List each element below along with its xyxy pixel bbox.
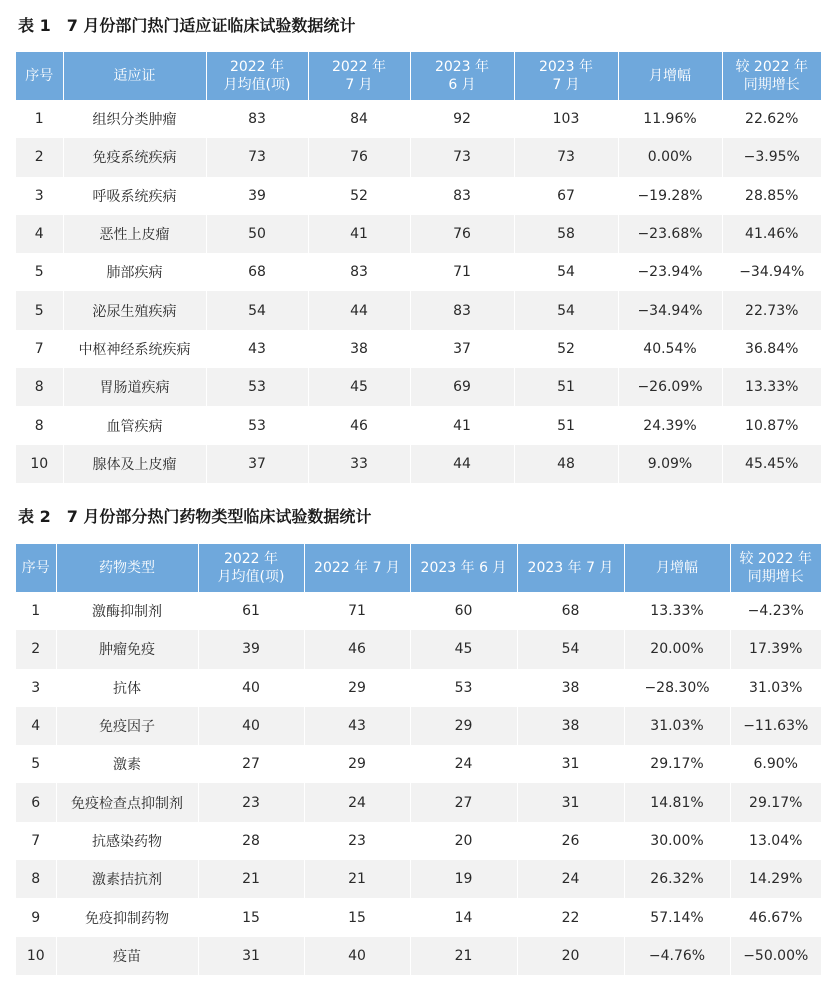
- table-cell: 呼吸系统疾病: [63, 177, 206, 215]
- table-cell: 9.09%: [618, 445, 722, 483]
- table-cell: 40: [198, 669, 304, 707]
- table-cell: 中枢神经系统疾病: [63, 330, 206, 368]
- column-header: 月增幅: [618, 52, 722, 100]
- table-cell: 激素: [56, 745, 198, 783]
- table-cell: 5: [16, 291, 63, 329]
- table-cell: 51: [514, 368, 618, 406]
- table-cell: 51: [514, 406, 618, 444]
- table-cell: 68: [517, 592, 624, 630]
- table-cell: 5: [16, 253, 63, 291]
- table-row: [16, 822, 821, 860]
- table-cell: 肺部疾病: [63, 253, 206, 291]
- table-row: [16, 100, 821, 138]
- table-row: [16, 177, 821, 215]
- column-header: 2023 年 6 月: [410, 544, 517, 592]
- table-cell: 39: [198, 630, 304, 668]
- table-cell: −26.09%: [618, 368, 722, 406]
- table1-caption: 表 1 7 月份部门热门适应证临床试验数据统计: [18, 16, 356, 35]
- table-cell: 26: [517, 822, 624, 860]
- table-cell: 50: [206, 215, 308, 253]
- table-cell: 45.45%: [722, 445, 821, 483]
- table-cell: 13.04%: [730, 822, 821, 860]
- table-cell: 67: [514, 177, 618, 215]
- table2-caption: 表 2 7 月份部分热门药物类型临床试验数据统计: [18, 507, 372, 526]
- table-cell: 73: [410, 138, 514, 176]
- table-cell: 30.00%: [624, 822, 730, 860]
- table-cell: 10: [16, 445, 63, 483]
- table-cell: 10.87%: [722, 406, 821, 444]
- table-row: [16, 860, 821, 898]
- table-cell: 54: [517, 630, 624, 668]
- table-cell: 1: [16, 100, 63, 138]
- table-cell: 11.96%: [618, 100, 722, 138]
- table-cell: 3: [16, 669, 56, 707]
- table-cell: 45: [308, 368, 410, 406]
- table-cell: 20: [517, 937, 624, 975]
- table-cell: 58: [514, 215, 618, 253]
- table-row: [16, 745, 821, 783]
- table-cell: 29: [410, 707, 517, 745]
- table-row: [16, 592, 821, 630]
- column-header: 2022 年 7 月: [308, 52, 410, 100]
- table-cell: 20.00%: [624, 630, 730, 668]
- table-cell: 免疫因子: [56, 707, 198, 745]
- table-cell: 83: [410, 291, 514, 329]
- table-cell: 24: [304, 783, 410, 821]
- table-cell: −50.00%: [730, 937, 821, 975]
- table-cell: 52: [308, 177, 410, 215]
- table-row: [16, 898, 821, 936]
- table-cell: 76: [308, 138, 410, 176]
- table-cell: 24: [410, 745, 517, 783]
- table-cell: 73: [514, 138, 618, 176]
- table-cell: 6: [16, 783, 56, 821]
- table-cell: 24: [517, 860, 624, 898]
- drug-type-table: [16, 544, 821, 975]
- table-cell: 29: [304, 669, 410, 707]
- table-cell: −34.94%: [722, 253, 821, 291]
- table-cell: 53: [206, 406, 308, 444]
- table-cell: 13.33%: [722, 368, 821, 406]
- table-cell: 54: [514, 291, 618, 329]
- column-header: 2022 年 月均值(项): [206, 52, 308, 100]
- table-cell: 9: [16, 898, 56, 936]
- table-cell: 组织分类肿瘤: [63, 100, 206, 138]
- table-cell: 23: [198, 783, 304, 821]
- column-header: 适应证: [63, 52, 206, 100]
- table-cell: 腺体及上皮瘤: [63, 445, 206, 483]
- indication-table: [16, 52, 821, 483]
- table-cell: 28.85%: [722, 177, 821, 215]
- table-cell: −23.94%: [618, 253, 722, 291]
- table-cell: 22.62%: [722, 100, 821, 138]
- table-cell: 23: [304, 822, 410, 860]
- table-cell: 53: [410, 669, 517, 707]
- table-cell: 60: [410, 592, 517, 630]
- table-cell: −4.76%: [624, 937, 730, 975]
- table-cell: 46.67%: [730, 898, 821, 936]
- column-header: 较 2022 年 同期增长: [722, 52, 821, 100]
- table-cell: 14: [410, 898, 517, 936]
- table-cell: 61: [198, 592, 304, 630]
- table-cell: −34.94%: [618, 291, 722, 329]
- table-cell: 1: [16, 592, 56, 630]
- table-cell: 31.03%: [730, 669, 821, 707]
- table-cell: 41: [308, 215, 410, 253]
- table-cell: −28.30%: [624, 669, 730, 707]
- table-cell: −19.28%: [618, 177, 722, 215]
- column-header: 序号: [16, 544, 56, 592]
- table-cell: 103: [514, 100, 618, 138]
- table-cell: 21: [304, 860, 410, 898]
- table-cell: 92: [410, 100, 514, 138]
- table-row: [16, 406, 821, 444]
- table-cell: 21: [198, 860, 304, 898]
- table-cell: 38: [308, 330, 410, 368]
- table-row: [16, 330, 821, 368]
- table-cell: 8: [16, 368, 63, 406]
- table-row: [16, 937, 821, 975]
- table-cell: 31.03%: [624, 707, 730, 745]
- table-cell: 0.00%: [618, 138, 722, 176]
- column-header: 月增幅: [624, 544, 730, 592]
- table-cell: 38: [517, 707, 624, 745]
- column-header: 2023 年 7 月: [517, 544, 624, 592]
- table-cell: 29.17%: [730, 783, 821, 821]
- table-cell: 抗体: [56, 669, 198, 707]
- table-cell: 83: [410, 177, 514, 215]
- table-cell: 免疫抑制药物: [56, 898, 198, 936]
- table-cell: 52: [514, 330, 618, 368]
- table-row: [16, 630, 821, 668]
- table-cell: 27: [410, 783, 517, 821]
- table-cell: 激素拮抗剂: [56, 860, 198, 898]
- table-cell: 29: [304, 745, 410, 783]
- table-cell: 38: [517, 669, 624, 707]
- table-cell: 22.73%: [722, 291, 821, 329]
- table-cell: 48: [514, 445, 618, 483]
- table-cell: 44: [410, 445, 514, 483]
- table-cell: 31: [517, 745, 624, 783]
- table-cell: 19: [410, 860, 517, 898]
- table-row: [16, 253, 821, 291]
- table-row: [16, 291, 821, 329]
- table-cell: 46: [308, 406, 410, 444]
- table-cell: 肿瘤免疫: [56, 630, 198, 668]
- table-cell: 45: [410, 630, 517, 668]
- table-cell: 14.29%: [730, 860, 821, 898]
- table-cell: 24.39%: [618, 406, 722, 444]
- table-cell: 53: [206, 368, 308, 406]
- column-header: 较 2022 年 同期增长: [730, 544, 821, 592]
- column-header: 2023 年 7 月: [514, 52, 618, 100]
- table-cell: 10: [16, 937, 56, 975]
- table-cell: 13.33%: [624, 592, 730, 630]
- table-row: [16, 445, 821, 483]
- table-cell: 22: [517, 898, 624, 936]
- table-cell: 8: [16, 860, 56, 898]
- table-cell: 4: [16, 215, 63, 253]
- column-header: 药物类型: [56, 544, 198, 592]
- table-cell: 2: [16, 138, 63, 176]
- table-cell: 15: [304, 898, 410, 936]
- table-cell: 41: [410, 406, 514, 444]
- table-cell: 40: [304, 937, 410, 975]
- column-header: 2022 年 7 月: [304, 544, 410, 592]
- table-cell: 14.81%: [624, 783, 730, 821]
- table-cell: 43: [206, 330, 308, 368]
- table-cell: 33: [308, 445, 410, 483]
- table-header-row: [16, 52, 821, 100]
- table-cell: 83: [206, 100, 308, 138]
- table-cell: 36.84%: [722, 330, 821, 368]
- table-cell: −4.23%: [730, 592, 821, 630]
- table-row: [16, 669, 821, 707]
- table-cell: 激酶抑制剂: [56, 592, 198, 630]
- table-cell: 血管疾病: [63, 406, 206, 444]
- table-cell: 31: [517, 783, 624, 821]
- table-cell: 71: [304, 592, 410, 630]
- table-cell: 15: [198, 898, 304, 936]
- column-header: 2023 年 6 月: [410, 52, 514, 100]
- table-cell: 57.14%: [624, 898, 730, 936]
- table-cell: 39: [206, 177, 308, 215]
- table-cell: 37: [410, 330, 514, 368]
- table-cell: 43: [304, 707, 410, 745]
- table-cell: 2: [16, 630, 56, 668]
- table-cell: 免疫系统疾病: [63, 138, 206, 176]
- table-cell: 7: [16, 822, 56, 860]
- table-cell: 17.39%: [730, 630, 821, 668]
- table-cell: 73: [206, 138, 308, 176]
- table-cell: 40: [198, 707, 304, 745]
- table-cell: 76: [410, 215, 514, 253]
- table-cell: 疫苗: [56, 937, 198, 975]
- table-cell: −23.68%: [618, 215, 722, 253]
- table-row: [16, 783, 821, 821]
- column-header: 序号: [16, 52, 63, 100]
- table-cell: 40.54%: [618, 330, 722, 368]
- table-cell: 44: [308, 291, 410, 329]
- table-cell: 46: [304, 630, 410, 668]
- table-cell: 抗感染药物: [56, 822, 198, 860]
- table-cell: 27: [198, 745, 304, 783]
- table-cell: 28: [198, 822, 304, 860]
- table-cell: 恶性上皮瘤: [63, 215, 206, 253]
- table-cell: 29.17%: [624, 745, 730, 783]
- table-cell: 31: [198, 937, 304, 975]
- table-cell: 免疫检查点抑制剂: [56, 783, 198, 821]
- table-cell: 26.32%: [624, 860, 730, 898]
- table-cell: 54: [514, 253, 618, 291]
- table-cell: 84: [308, 100, 410, 138]
- table-cell: 37: [206, 445, 308, 483]
- table-cell: 54: [206, 291, 308, 329]
- table-row: [16, 215, 821, 253]
- table-header-row: [16, 544, 821, 592]
- table-cell: 20: [410, 822, 517, 860]
- table-cell: 21: [410, 937, 517, 975]
- table-cell: 7: [16, 330, 63, 368]
- table-cell: 8: [16, 406, 63, 444]
- table-cell: 6.90%: [730, 745, 821, 783]
- table-cell: −11.63%: [730, 707, 821, 745]
- table-cell: 83: [308, 253, 410, 291]
- table-cell: −3.95%: [722, 138, 821, 176]
- table-cell: 68: [206, 253, 308, 291]
- table-cell: 胃肠道疾病: [63, 368, 206, 406]
- table-cell: 41.46%: [722, 215, 821, 253]
- table-cell: 泌尿生殖疾病: [63, 291, 206, 329]
- table-cell: 5: [16, 745, 56, 783]
- table-row: [16, 368, 821, 406]
- table-row: [16, 707, 821, 745]
- table-cell: 4: [16, 707, 56, 745]
- table-cell: 3: [16, 177, 63, 215]
- table-row: [16, 138, 821, 176]
- table-cell: 71: [410, 253, 514, 291]
- table-cell: 69: [410, 368, 514, 406]
- column-header: 2022 年 月均值(项): [198, 544, 304, 592]
